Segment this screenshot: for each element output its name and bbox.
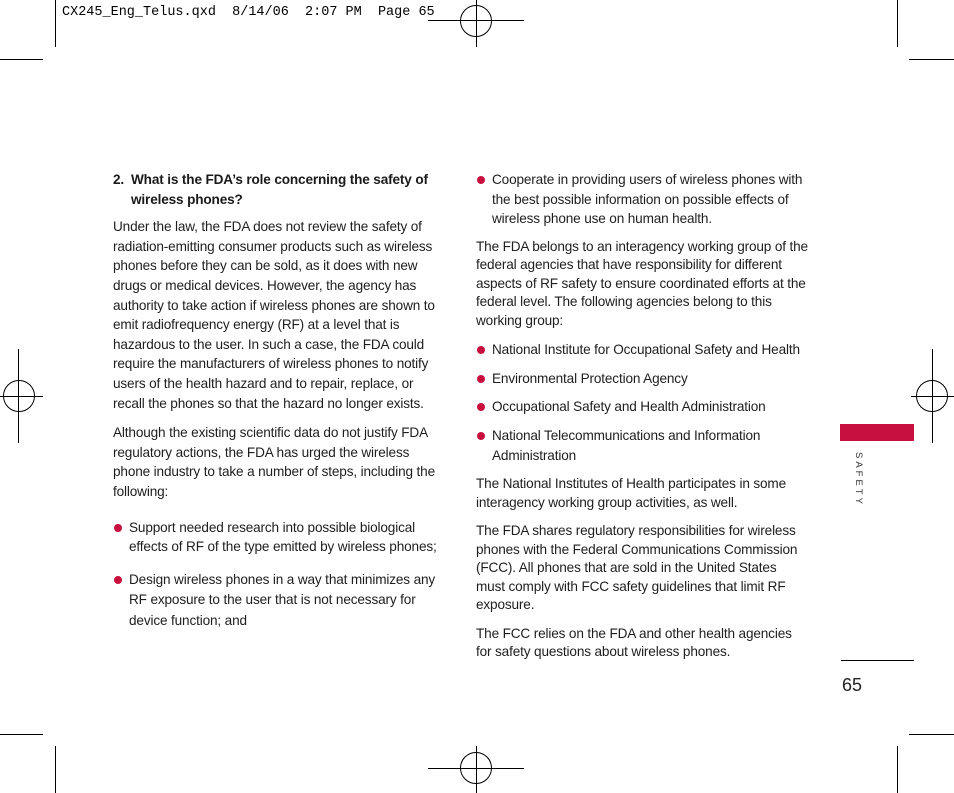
agency-list — [476, 340, 808, 465]
bullet-dot-icon — [477, 346, 485, 354]
paragraph: The National Institutes of Health participates in some interagency working group activities, as well. — [476, 476, 787, 510]
section-tab — [840, 424, 914, 441]
left-column — [113, 170, 447, 641]
page-number-rule — [841, 660, 914, 661]
list-item-text: National Telecommunications and Information Administration — [492, 428, 761, 463]
right-column — [476, 170, 808, 672]
fda-steps-list — [113, 518, 447, 632]
crop-mark — [0, 59, 43, 60]
fda-steps-list-continued — [476, 170, 808, 229]
paragraph: The FDA belongs to an interagency working group of the federal agencies that have responsibility for different aspects of RF safety to ensure coordinated efforts at the federal level. The following agencies belong to this working group: — [476, 238, 808, 328]
list-item-text: Environmental Protection Agency — [492, 370, 688, 386]
crop-mark — [55, 746, 56, 793]
crop-mark — [897, 0, 898, 47]
registration-mark-circle — [460, 5, 492, 37]
list-item-text: Occupational Safety and Health Administration — [492, 399, 766, 415]
list-item — [476, 369, 808, 389]
list-item — [476, 397, 808, 417]
paragraph: Under the law, the FDA does not review the safety of radiation-emitting consumer products such as wireless phones before they can be sold, as it does with new drugs or medical devices. However, the agency has authority to take action if wireless phones are shown to emit radiofrequency energy (RF) at a level that is hazardous to the user. In such a case, the FDA could require the manufacturers of wireless phones to notify users of the health hazard and to repair, replace, or recall the phones so that the hazard no longer exists. — [113, 219, 435, 411]
registration-mark-circle — [460, 752, 492, 784]
paragraph: Although the existing scientific data do not justify FDA regulatory actions, the FDA has urged the wireless phone industry to take a number of steps, including the following: — [113, 425, 435, 499]
registration-mark-circle — [916, 380, 948, 412]
bullet-dot-icon — [114, 576, 122, 584]
bullet-dot-icon — [477, 375, 485, 383]
section-label: SAFETY — [853, 452, 864, 507]
crop-mark — [897, 746, 898, 793]
crop-mark — [909, 734, 954, 735]
crop-mark — [55, 0, 56, 47]
bullet-dot-icon — [477, 176, 485, 184]
paragraph: The FDA shares regulatory responsibilities for wireless phones with the Federal Communications Commission (FCC). All phones that are sold in the United States must comply with FCC safety guidelines that limit RF exposure. — [476, 523, 798, 613]
question-number: 2. — [113, 172, 125, 187]
printer-slug: CX245_Eng_Telus.qxd 8/14/06 2:07 PM Page 65 — [62, 5, 435, 20]
registration-mark-circle — [3, 380, 35, 412]
list-item — [113, 570, 447, 632]
list-item-text: National Institute for Occupational Safety and Health — [492, 342, 800, 358]
list-item — [476, 340, 808, 360]
paragraph: The FCC relies on the FDA and other health agencies for safety questions about wireless phones. — [476, 625, 792, 660]
list-item-text: Design wireless phones in a way that minimizes any RF exposure to the user that is not necessary for device function; and — [129, 571, 436, 628]
crop-mark — [0, 734, 43, 735]
list-item — [476, 170, 808, 229]
bullet-dot-icon — [477, 403, 485, 411]
question-title: What is the FDA’s role concerning the safety of wireless phones? — [131, 172, 428, 207]
list-item — [476, 426, 808, 465]
page-number: 65 — [842, 675, 863, 695]
crop-mark — [909, 59, 954, 60]
bullet-dot-icon — [477, 432, 485, 440]
question-heading — [113, 170, 447, 209]
list-item-text: Support needed research into possible biological effects of RF of the type emitted by wireless phones; — [129, 519, 437, 555]
list-item-text: Cooperate in providing users of wireless phones with the best possible information on possible effects of wireless phone use on human health. — [492, 172, 803, 227]
bullet-dot-icon — [114, 524, 122, 532]
list-item — [113, 518, 447, 557]
